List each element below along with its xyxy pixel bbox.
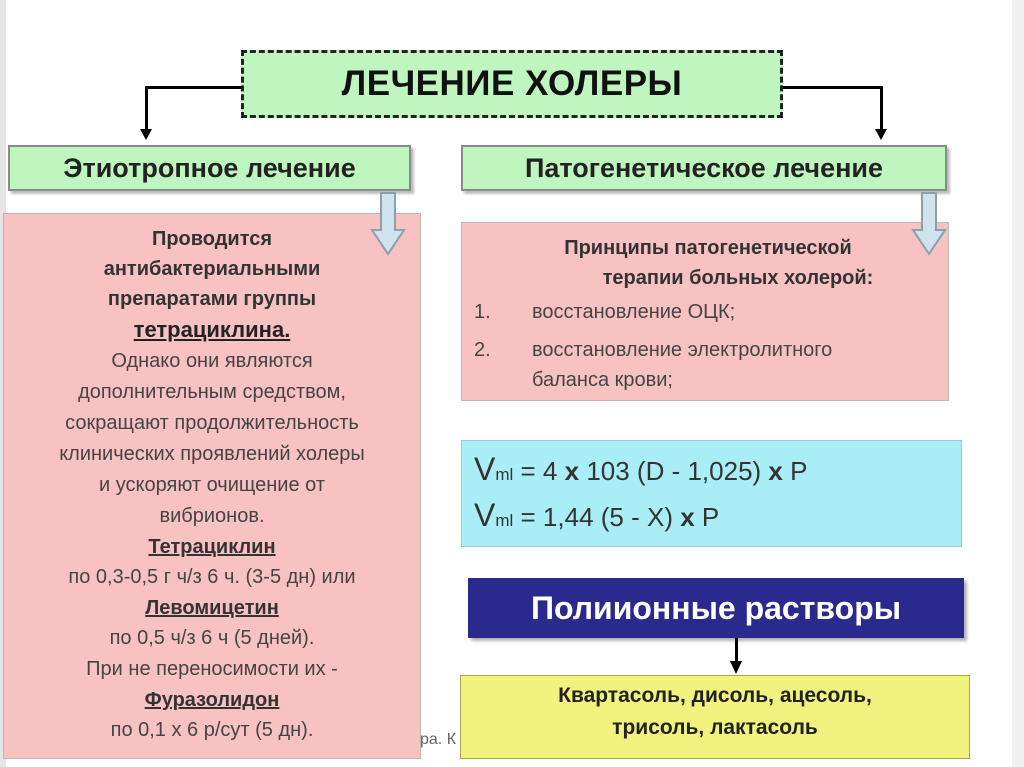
principle-1-text [532, 297, 932, 327]
formula-line-1 [474, 451, 807, 488]
formula-sub-1: ml [495, 465, 514, 484]
pathogenetic-header-text: Патогенетическое лечение [524, 152, 884, 183]
note-line-6: вибрионов. [159, 505, 265, 527]
polyionic-solutions-header-text: Полиионные растворы [530, 589, 902, 626]
solutions-line-1: Квартасоль, дисоль, ацесоль, [558, 684, 872, 707]
formula-1-p: P [782, 456, 808, 486]
intro-emphasis: тетрациклина. [133, 317, 291, 342]
solutions-line-2: трисоль, лактасоль [612, 716, 818, 739]
intolerance-note: При не переносимости их - [86, 658, 338, 680]
title-text: ЛЕЧЕНИЕ ХОЛЕРЫ [341, 64, 683, 103]
note-line-5: и ускоряют очищение от [99, 474, 325, 496]
note-line-2: дополнительным средством, [78, 381, 346, 403]
principle-2-text [532, 335, 932, 395]
drug-name-levomycetin: Левомицетин [145, 597, 279, 619]
intro-line-3: препаратами группы [107, 288, 317, 310]
etiotropic-content-box [3, 213, 421, 759]
formula-1-times-1: x [564, 456, 580, 486]
slide-edge-right [1012, 0, 1024, 767]
note-line-4: клинических проявлений холеры [59, 443, 365, 465]
connector-right-h [783, 86, 883, 89]
note-line-3: сокращают продолжительность [65, 412, 359, 434]
principle-2-number: 2. [474, 339, 491, 361]
etiotropic-header [8, 145, 411, 191]
arrow-solutions-down-icon [730, 661, 742, 674]
connector-left-v [145, 86, 148, 130]
drug-dose-tetracycline: по 0,3-0,5 г ч/з 6 ч. (3-5 дн) или [68, 566, 356, 588]
principles-heading [508, 233, 908, 293]
title-box [241, 50, 783, 118]
drug-name-tetracycline: Тетрациклин [148, 536, 276, 558]
formula-2-times: x [680, 502, 695, 532]
principles-heading-line-2: терапии больных холерой: [602, 267, 874, 289]
formula-v-1: V [474, 451, 496, 487]
intro-line-1: Проводится [151, 228, 273, 250]
arrow-left-down-icon [140, 129, 152, 140]
connector-right-v [880, 86, 883, 130]
connector-left-h [146, 86, 242, 89]
intro-line-2: антибактериальными [103, 258, 321, 280]
note-line-1: Однако они являются [111, 350, 313, 372]
drug-name-furazolidone: Фуразолидон [144, 689, 280, 711]
footer-fragment: ра. К [420, 731, 457, 748]
formula-2-part-a: = 1,44 (5 - X) [513, 502, 681, 532]
principle-1-line-1: восстановление ОЦК; [532, 301, 736, 323]
arrow-right-down-icon [875, 129, 887, 140]
principle-2-line-2: баланса крови; [532, 369, 673, 391]
pathogenetic-header [461, 145, 947, 191]
formula-1-times-2: x [768, 456, 783, 486]
solutions-list-box [460, 675, 970, 759]
formula-1-part-a: = 4 [513, 456, 565, 486]
formula-v-2: V [474, 497, 496, 533]
drug-dose-furazolidone: по 0,1 х 6 р/сут (5 дн). [110, 719, 314, 741]
principle-1-number: 1. [474, 301, 491, 323]
principles-heading-line-1: Принципы патогенетической [564, 237, 852, 259]
formula-2-p: P [694, 502, 720, 532]
drug-dose-levomycetin: по 0,5 ч/з 6 ч (5 дней). [109, 627, 315, 649]
formula-line-2 [474, 497, 719, 534]
formula-1-part-b: 103 (D - 1,025) [579, 456, 769, 486]
etiotropic-header-text: Этиотропное лечение [63, 152, 356, 183]
polyionic-solutions-header [468, 578, 964, 638]
formula-sub-2: ml [495, 511, 514, 530]
principle-2-line-1: восстановление электролитного [532, 339, 833, 361]
volume-formula-box [461, 440, 962, 547]
pathogenetic-principles-box [461, 222, 949, 401]
hollow-arrow-right-icon [911, 192, 947, 256]
connector-solutions [735, 638, 738, 662]
hollow-arrow-left-icon [370, 192, 406, 256]
